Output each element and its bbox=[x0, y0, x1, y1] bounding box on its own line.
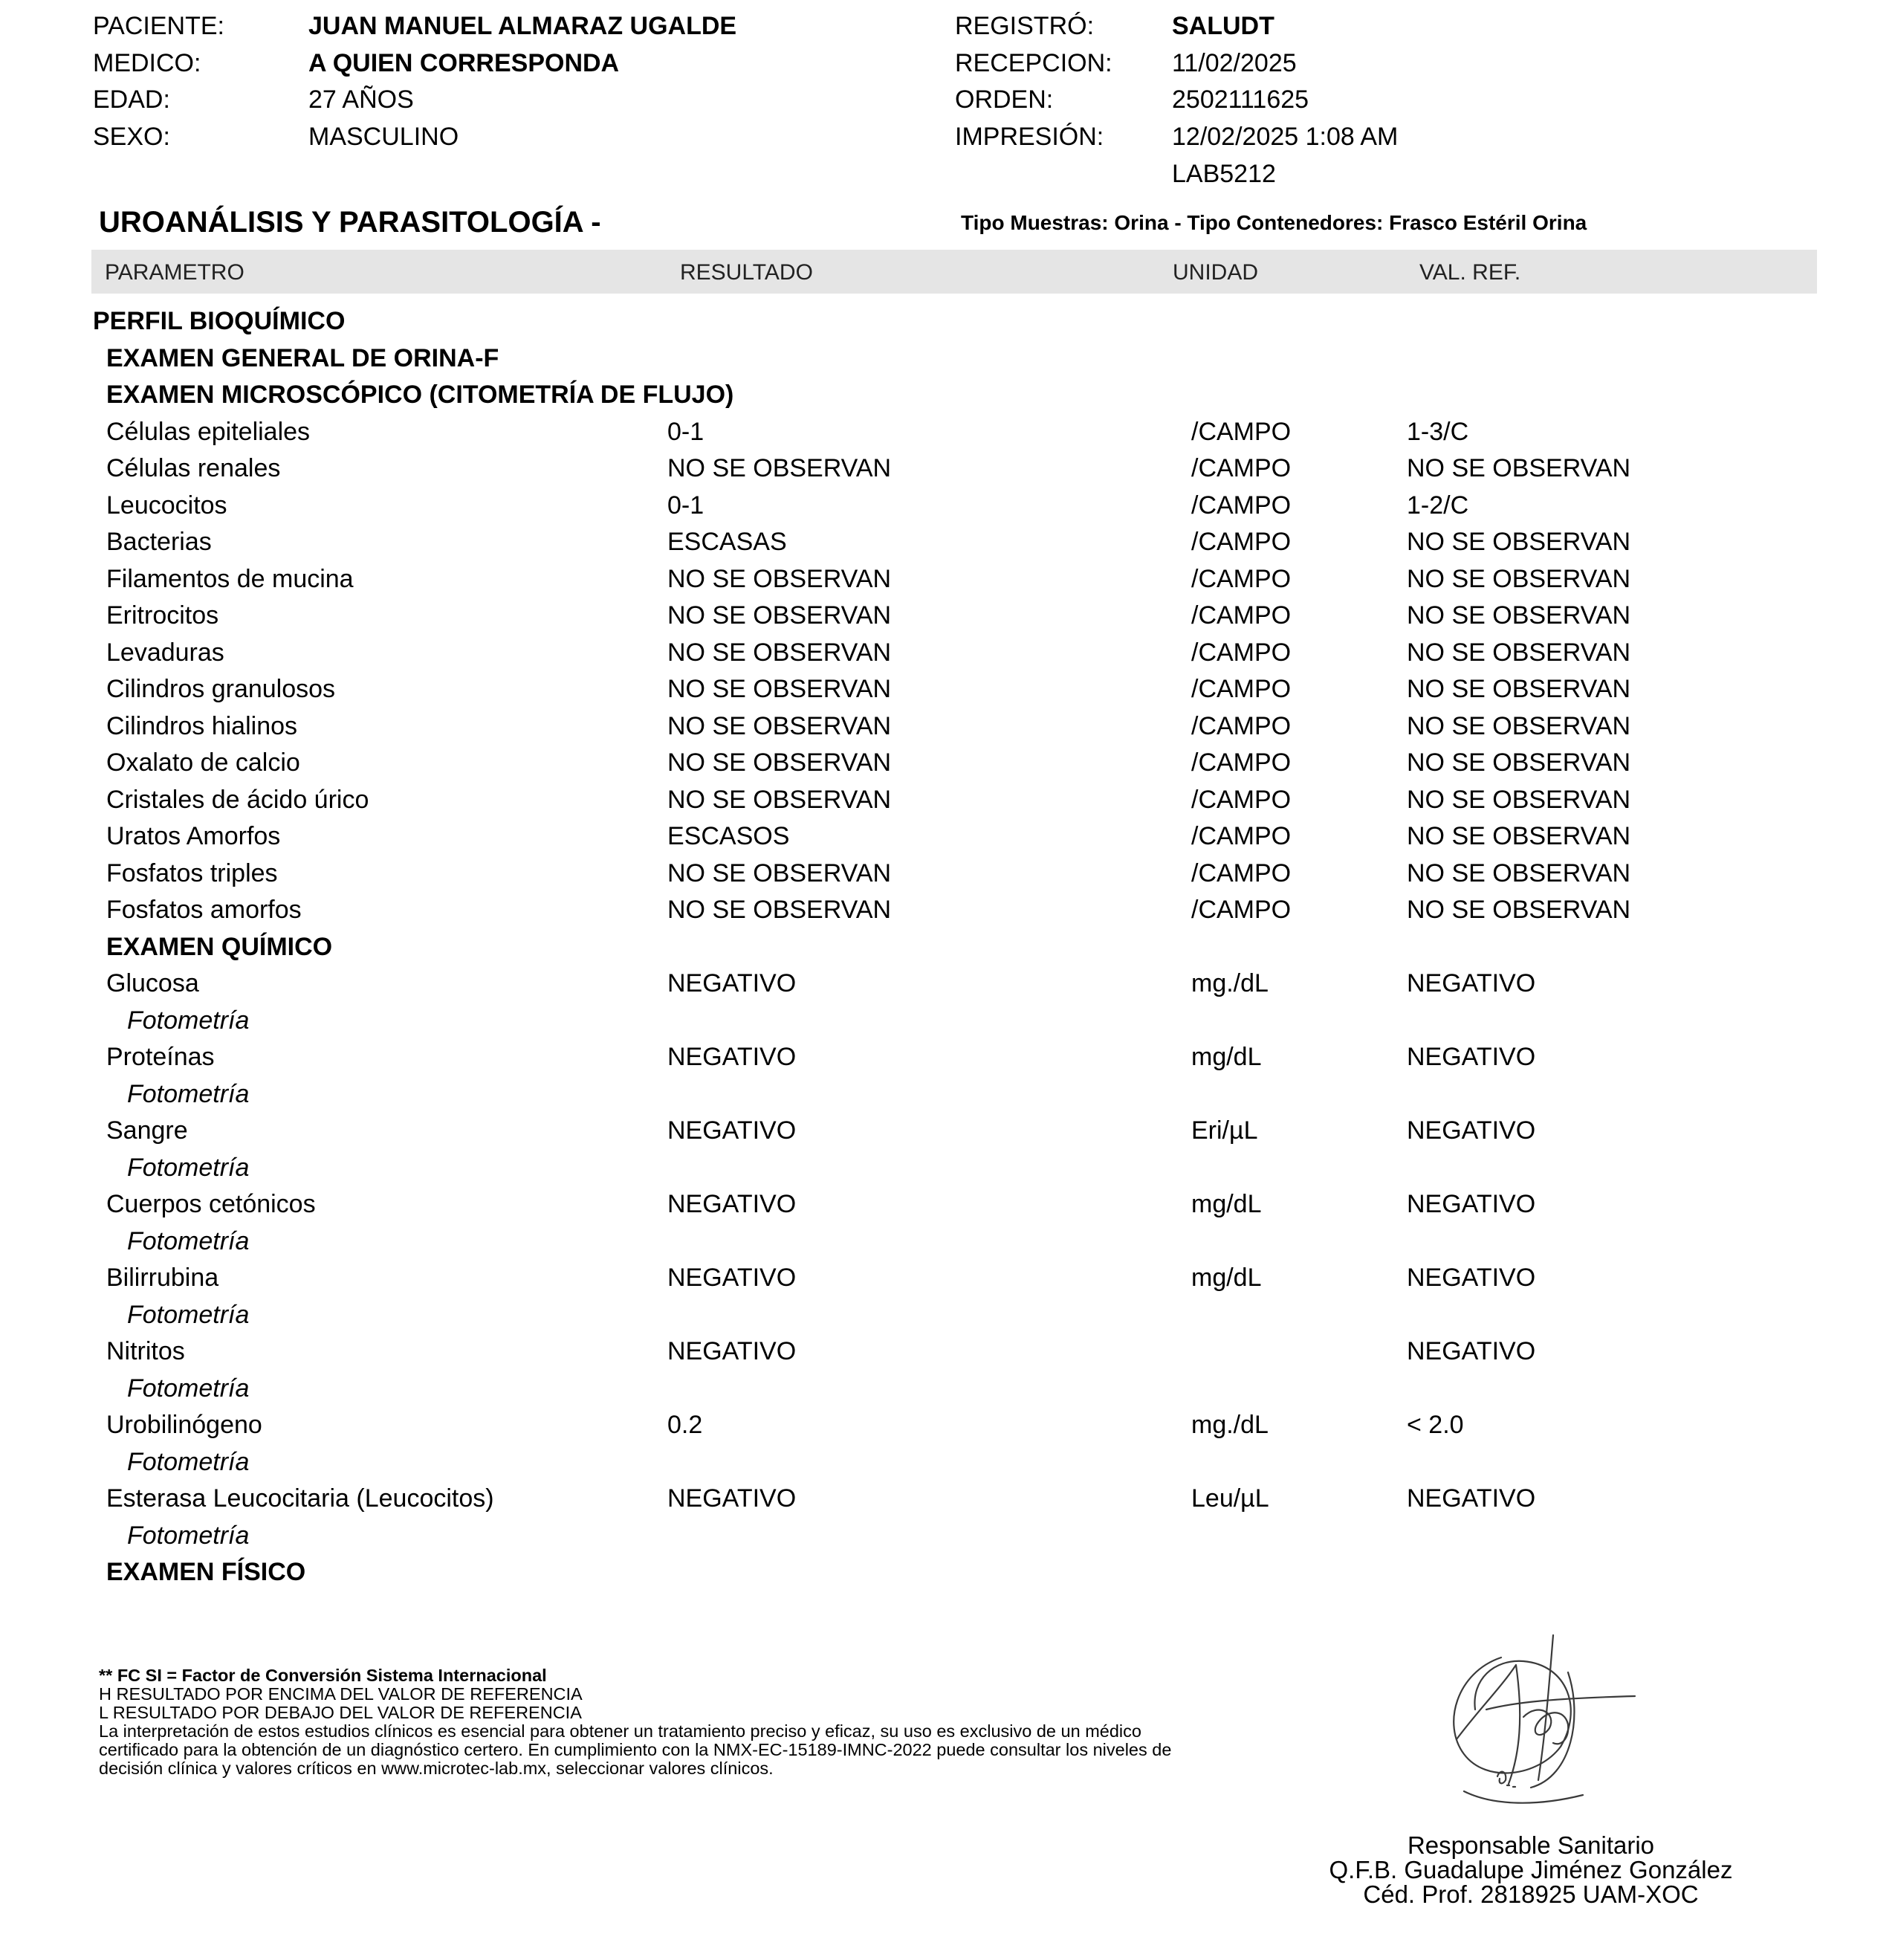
result-value: ESCASAS bbox=[667, 528, 787, 556]
result-value: NO SE OBSERVAN bbox=[667, 638, 892, 667]
table-row bbox=[0, 528, 1895, 565]
result-value: NEGATIVO bbox=[667, 1337, 797, 1365]
result-value: NEGATIVO bbox=[667, 1116, 797, 1145]
parameter-name: Proteínas bbox=[106, 1043, 215, 1071]
reference-value: NEGATIVO bbox=[1407, 1116, 1536, 1145]
label-edad: EDAD: bbox=[93, 85, 170, 114]
table-header bbox=[91, 250, 1817, 294]
handwritten-signature bbox=[1412, 1628, 1650, 1814]
result-value: NO SE OBSERVAN bbox=[667, 858, 892, 887]
method-label: Fotometría bbox=[127, 1006, 250, 1035]
unit-value: /CAMPO bbox=[1191, 675, 1292, 703]
method-label: Fotometría bbox=[127, 1521, 250, 1550]
signatory-license: Céd. Prof. 2818925 UAM-XOC bbox=[1363, 1880, 1699, 1908]
parameter-name: Células renales bbox=[106, 454, 281, 482]
patient-sex: MASCULINO bbox=[308, 123, 459, 151]
reference-value: NO SE OBSERVAN bbox=[1407, 675, 1631, 703]
table-row bbox=[0, 1190, 1895, 1227]
method-label: Fotometría bbox=[127, 1300, 250, 1329]
table-row bbox=[0, 638, 1895, 676]
method-row bbox=[0, 1448, 1895, 1485]
result-value: 0-1 bbox=[667, 491, 704, 520]
footer-line: H RESULTADO POR ENCIMA DEL VALOR DE REFERENCIA bbox=[99, 1684, 583, 1704]
unit-value: /CAMPO bbox=[1191, 417, 1292, 446]
method-row bbox=[0, 1006, 1895, 1044]
section-title: PERFIL BIOQUÍMICO bbox=[93, 307, 346, 335]
patient-name: JUAN MANUEL ALMARAZ UGALDE bbox=[308, 12, 737, 40]
parameter-name: Fosfatos triples bbox=[106, 858, 278, 887]
reference-value: NO SE OBSERVAN bbox=[1407, 564, 1631, 593]
result-value: NO SE OBSERVAN bbox=[667, 711, 892, 740]
subsection-heading bbox=[0, 381, 1895, 418]
result-value: NEGATIVO bbox=[667, 1190, 797, 1218]
responsible-signatory bbox=[1263, 1833, 1798, 1906]
unit-value: /CAMPO bbox=[1191, 748, 1292, 777]
reference-value: NO SE OBSERVAN bbox=[1407, 711, 1631, 740]
header-parametro: PARAMETRO bbox=[105, 260, 244, 285]
footer-line: ** FC SI = Factor de Conversión Sistema Internacional bbox=[99, 1666, 547, 1685]
reference-value: NO SE OBSERVAN bbox=[1407, 748, 1631, 777]
table-row bbox=[0, 969, 1895, 1006]
unit-value: /CAMPO bbox=[1191, 858, 1292, 887]
parameter-name: Cilindros hialinos bbox=[106, 711, 298, 740]
reference-value: NO SE OBSERVAN bbox=[1407, 896, 1631, 924]
sample-info: Tipo Muestras: Orina - Tipo Contenedores: Frasco Estéril Orina bbox=[961, 211, 1587, 234]
reference-value: NEGATIVO bbox=[1407, 1043, 1536, 1071]
unit-value: mg./dL bbox=[1191, 969, 1269, 997]
unit-value: mg./dL bbox=[1191, 1411, 1269, 1439]
parameter-name: Esterasa Leucocitaria (Leucocitos) bbox=[106, 1484, 494, 1513]
reference-value: NO SE OBSERVAN bbox=[1407, 528, 1631, 556]
parameter-name: Urobilinógeno bbox=[106, 1411, 262, 1439]
table-row bbox=[0, 1484, 1895, 1521]
method-row bbox=[0, 1154, 1895, 1191]
parameter-name: Bacterias bbox=[106, 528, 212, 556]
table-row bbox=[0, 565, 1895, 602]
reference-value: NEGATIVO bbox=[1407, 1337, 1536, 1365]
table-row bbox=[0, 786, 1895, 823]
result-value: NEGATIVO bbox=[667, 1484, 797, 1513]
parameter-name: Filamentos de mucina bbox=[106, 564, 354, 593]
method-row bbox=[0, 1374, 1895, 1411]
signatory-role: Responsable Sanitario bbox=[1407, 1831, 1655, 1859]
table-row bbox=[0, 896, 1895, 933]
doctor-name: A QUIEN CORRESPONDA bbox=[308, 49, 620, 77]
report-title: UROANÁLISIS Y PARASITOLOGÍA - bbox=[99, 206, 601, 239]
footer-notes bbox=[99, 1666, 1171, 1778]
reference-value: 1-2/C bbox=[1407, 491, 1469, 520]
signatory-name: Q.F.B. Guadalupe Jiménez González bbox=[1329, 1856, 1733, 1883]
unit-value: /CAMPO bbox=[1191, 454, 1292, 482]
table-row bbox=[0, 1116, 1895, 1154]
subsection-heading bbox=[0, 344, 1895, 381]
parameter-name: Sangre bbox=[106, 1116, 188, 1145]
table-row bbox=[0, 601, 1895, 638]
footer-line: La interpretación de estos estudios clínicos es esencial para obtener un tratamiento preciso y eficaz, su uso es exclusivo de un médico bbox=[99, 1721, 1141, 1741]
parameter-name: Eritrocitos bbox=[106, 601, 219, 630]
footer-line: L RESULTADO POR DEBAJO DEL VALOR DE REFERENCIA bbox=[99, 1703, 582, 1722]
unit-value: /CAMPO bbox=[1191, 564, 1292, 593]
method-row bbox=[0, 1301, 1895, 1338]
subsection-title: EXAMEN QUÍMICO bbox=[106, 932, 333, 961]
reference-value: NO SE OBSERVAN bbox=[1407, 785, 1631, 814]
unit-value: /CAMPO bbox=[1191, 822, 1292, 850]
result-value: 0-1 bbox=[667, 417, 704, 446]
result-value: NO SE OBSERVAN bbox=[667, 785, 892, 814]
footer-line: certificado para la obtención de un diagnóstico certero. En cumplimiento con la NMX-EC-15189-IMNC-2022 puede consultar los niveles de bbox=[99, 1740, 1172, 1759]
parameter-name: Células epiteliales bbox=[106, 417, 311, 446]
label-paciente: PACIENTE: bbox=[93, 12, 224, 40]
order-number: 2502111625 bbox=[1172, 85, 1309, 114]
method-label: Fotometría bbox=[127, 1079, 250, 1108]
subsection-heading bbox=[0, 933, 1895, 970]
subsection-title: EXAMEN MICROSCÓPICO (CITOMETRÍA DE FLUJO) bbox=[106, 381, 734, 409]
parameter-name: Leucocitos bbox=[106, 491, 227, 520]
table-row bbox=[0, 418, 1895, 455]
unit-value: Eri/µL bbox=[1191, 1116, 1258, 1145]
result-value: ESCASOS bbox=[667, 822, 790, 850]
table-row bbox=[0, 675, 1895, 712]
method-label: Fotometría bbox=[127, 1153, 250, 1182]
parameter-name: Levaduras bbox=[106, 638, 224, 667]
result-value: NO SE OBSERVAN bbox=[667, 454, 892, 482]
reference-value: NEGATIVO bbox=[1407, 969, 1536, 997]
parameter-name: Nitritos bbox=[106, 1337, 185, 1365]
subsection-title: EXAMEN GENERAL DE ORINA-F bbox=[106, 343, 499, 372]
unit-value: /CAMPO bbox=[1191, 711, 1292, 740]
table-row bbox=[0, 748, 1895, 786]
table-row bbox=[0, 1264, 1895, 1301]
method-row bbox=[0, 1227, 1895, 1264]
label-orden: ORDEN: bbox=[955, 85, 1054, 114]
table-row bbox=[0, 1411, 1895, 1448]
unit-value: Leu/µL bbox=[1191, 1484, 1269, 1513]
reference-value: 1-3/C bbox=[1407, 417, 1469, 446]
reception-date: 11/02/2025 bbox=[1172, 49, 1297, 77]
parameter-name: Cilindros granulosos bbox=[106, 675, 336, 703]
unit-value: /CAMPO bbox=[1191, 896, 1292, 924]
result-value: NEGATIVO bbox=[667, 969, 797, 997]
table-row bbox=[0, 454, 1895, 491]
parameter-name: Bilirrubina bbox=[106, 1264, 219, 1292]
result-value: NEGATIVO bbox=[667, 1264, 797, 1292]
table-row bbox=[0, 712, 1895, 749]
registered-by: SALUDT bbox=[1172, 12, 1274, 40]
unit-value: /CAMPO bbox=[1191, 601, 1292, 630]
label-medico: MEDICO: bbox=[93, 49, 201, 77]
parameter-name: Cristales de ácido úrico bbox=[106, 785, 369, 814]
reference-value: NO SE OBSERVAN bbox=[1407, 858, 1631, 887]
label-registro: REGISTRÓ: bbox=[955, 12, 1095, 40]
table-row bbox=[0, 859, 1895, 896]
parameter-name: Cuerpos cetónicos bbox=[106, 1190, 316, 1218]
subsection-heading bbox=[0, 1558, 1895, 1595]
table-row bbox=[0, 491, 1895, 528]
reference-value: NEGATIVO bbox=[1407, 1264, 1536, 1292]
label-impresion: IMPRESIÓN: bbox=[955, 123, 1104, 151]
reference-value: NO SE OBSERVAN bbox=[1407, 454, 1631, 482]
result-value: NO SE OBSERVAN bbox=[667, 675, 892, 703]
unit-value: mg/dL bbox=[1191, 1043, 1262, 1071]
unit-value: /CAMPO bbox=[1191, 785, 1292, 814]
table-row bbox=[0, 822, 1895, 859]
result-value: NEGATIVO bbox=[667, 1043, 797, 1071]
table-row bbox=[0, 1337, 1895, 1374]
unit-value: mg/dL bbox=[1191, 1264, 1262, 1292]
reference-value: NO SE OBSERVAN bbox=[1407, 822, 1631, 850]
label-sexo: SEXO: bbox=[93, 123, 170, 151]
table-row bbox=[0, 1043, 1895, 1080]
parameter-name: Oxalato de calcio bbox=[106, 748, 300, 777]
reference-value: NO SE OBSERVAN bbox=[1407, 638, 1631, 667]
footer-line: decisión clínica y valores críticos en www.microtec-lab.mx, seleccionar valores clínicos. bbox=[99, 1759, 774, 1778]
unit-value: /CAMPO bbox=[1191, 638, 1292, 667]
result-value: NO SE OBSERVAN bbox=[667, 748, 892, 777]
unit-value: mg/dL bbox=[1191, 1190, 1262, 1218]
method-label: Fotometría bbox=[127, 1226, 250, 1255]
parameter-name: Glucosa bbox=[106, 969, 199, 997]
result-value: NO SE OBSERVAN bbox=[667, 564, 892, 593]
header-unidad: UNIDAD bbox=[1173, 260, 1259, 285]
parameter-name: Fosfatos amorfos bbox=[106, 896, 302, 924]
method-label: Fotometría bbox=[127, 1447, 250, 1476]
section-heading bbox=[0, 307, 1895, 344]
method-row bbox=[0, 1080, 1895, 1117]
result-value: 0.2 bbox=[667, 1411, 703, 1439]
reference-value: < 2.0 bbox=[1407, 1411, 1464, 1439]
result-value: NO SE OBSERVAN bbox=[667, 896, 892, 924]
reference-value: NEGATIVO bbox=[1407, 1484, 1536, 1513]
print-datetime: 12/02/2025 1:08 AM bbox=[1172, 123, 1399, 151]
parameter-name: Uratos Amorfos bbox=[106, 822, 281, 850]
unit-value: /CAMPO bbox=[1191, 528, 1292, 556]
method-row bbox=[0, 1521, 1895, 1559]
reference-value: NEGATIVO bbox=[1407, 1190, 1536, 1218]
header-resultado: RESULTADO bbox=[680, 260, 813, 285]
unit-value: /CAMPO bbox=[1191, 491, 1292, 520]
label-recepcion: RECEPCION: bbox=[955, 49, 1112, 77]
patient-age: 27 AÑOS bbox=[308, 85, 414, 114]
method-label: Fotometría bbox=[127, 1374, 250, 1403]
result-value: NO SE OBSERVAN bbox=[667, 601, 892, 630]
lab-code: LAB5212 bbox=[1172, 160, 1276, 188]
header-val-ref: VAL. REF. bbox=[1419, 260, 1521, 285]
reference-value: NO SE OBSERVAN bbox=[1407, 601, 1631, 630]
subsection-title: EXAMEN FÍSICO bbox=[106, 1558, 306, 1586]
